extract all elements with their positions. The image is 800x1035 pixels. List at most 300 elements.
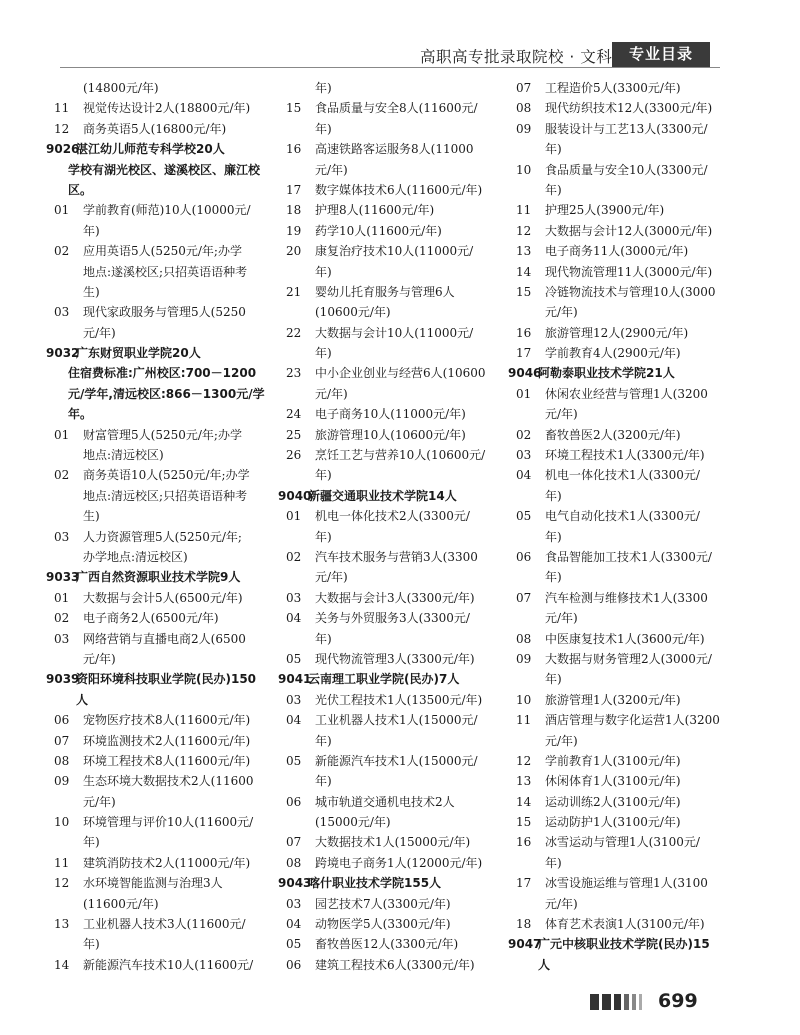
program-continuation <box>46 78 272 98</box>
program-code: 06 <box>54 713 70 728</box>
school-code: 9047 <box>508 937 542 952</box>
program-code: 14 <box>516 794 532 809</box>
school-heading <box>46 139 272 159</box>
program-code: 04 <box>286 917 302 932</box>
program-entry <box>46 608 272 628</box>
continuation-text: 年) <box>545 855 562 870</box>
program-code: 11 <box>54 855 70 870</box>
continuation-text: 年) <box>545 529 562 544</box>
school-note <box>46 363 272 383</box>
program-code: 01 <box>516 386 532 401</box>
program-continuation <box>46 282 272 302</box>
program-entry <box>508 832 722 852</box>
program-text: 环境工程技术8人(11600元/年) <box>83 753 251 768</box>
program-entry <box>508 323 722 343</box>
continuation-text: (15000元/年) <box>315 815 391 830</box>
program-code: 08 <box>516 631 532 646</box>
program-code: 13 <box>516 774 532 789</box>
program-text: 数字媒体技术6人(11600元/年) <box>315 182 483 197</box>
school-note-text: 住宿费标准:广州校区:700－1200 <box>68 366 257 381</box>
school-note-text: 学校有湖光校区、遂溪校区、廉江校 <box>68 162 261 177</box>
continuation-text: 年) <box>315 774 332 789</box>
program-text: 园艺技术7人(3300元/年) <box>315 896 451 911</box>
program-text: 冰雪设施运维与管理1人(3100 <box>545 876 708 891</box>
school-heading <box>508 363 722 383</box>
program-text: 大数据技术1人(15000元/年) <box>315 835 471 850</box>
program-entry <box>508 771 722 791</box>
continuation-text: 年) <box>545 570 562 585</box>
continuation-text: (11600元/年) <box>83 896 159 911</box>
program-entry <box>46 425 272 445</box>
school-note-text: 区。 <box>68 182 93 197</box>
program-text: 工程造价5人(3300元/年) <box>545 81 681 95</box>
program-code: 05 <box>286 753 302 768</box>
program-entry <box>508 792 722 812</box>
program-text: 电子商务10人(11000元/年) <box>315 407 466 422</box>
program-text: 现代物流管理11人(3000元/年) <box>545 264 713 279</box>
program-code: 16 <box>286 142 302 157</box>
program-code: 10 <box>516 692 532 707</box>
program-continuation <box>508 486 722 506</box>
continuation-text: 年) <box>315 468 332 483</box>
program-entry <box>508 425 722 445</box>
program-entry <box>46 588 272 608</box>
program-text: 宠物医疗技术8人(11600元/年) <box>83 713 251 728</box>
program-text: 学前教育4人(2900元/年) <box>545 346 681 361</box>
program-code: 13 <box>54 917 70 932</box>
program-continuation <box>278 384 502 404</box>
program-code: 19 <box>286 223 302 238</box>
program-text: 机电一体化技术1人(3300元/ <box>545 468 700 483</box>
continuation-text: 元/年) <box>315 386 348 401</box>
program-code: 17 <box>516 346 532 361</box>
program-code: 12 <box>516 753 532 768</box>
program-code: 16 <box>516 835 532 850</box>
school-heading <box>278 486 502 506</box>
program-text: 学前教育1人(3100元/年) <box>545 753 681 768</box>
program-continuation <box>46 445 272 465</box>
program-continuation <box>278 343 502 363</box>
school-name: 广东财贸职业学院20人 <box>76 346 201 361</box>
program-entry <box>508 547 722 567</box>
program-text: 环境工程技术1人(3300元/年) <box>545 448 705 463</box>
program-code: 08 <box>516 101 532 116</box>
continuation-text: 年) <box>315 346 332 361</box>
program-text: 城市轨道交通机电技术2人 <box>315 794 455 809</box>
program-text: 光伏工程技术1人(13500元/年) <box>315 692 483 707</box>
program-code: 21 <box>286 284 302 299</box>
program-entry <box>508 690 722 710</box>
program-code: 02 <box>54 468 70 483</box>
program-text: 跨境电子商务1人(12000元/年) <box>315 855 483 870</box>
program-text: 网络营销与直播电商2人(6500 <box>83 631 246 646</box>
program-text: 旅游管理12人(2900元/年) <box>545 325 689 340</box>
program-code: 13 <box>516 244 532 259</box>
program-code: 10 <box>54 815 70 830</box>
program-code: 06 <box>286 794 302 809</box>
program-continuation <box>46 792 272 812</box>
program-continuation <box>278 465 502 485</box>
program-text: 电子商务11人(3000元/年) <box>545 244 689 259</box>
school-name: 资阳环境科技职业学院(民办)150 <box>76 672 257 687</box>
program-entry <box>278 221 502 241</box>
program-text: 畜牧兽医12人(3300元/年) <box>315 937 459 952</box>
program-entry <box>278 894 502 914</box>
program-code: 09 <box>54 774 70 789</box>
program-entry <box>278 934 502 954</box>
school-code: 9026 <box>46 142 80 157</box>
program-continuation <box>508 180 722 200</box>
continuation-text: 年) <box>545 142 562 157</box>
program-entry <box>278 547 502 567</box>
program-text: 中医康复技术1人(3600元/年) <box>545 631 705 646</box>
program-entry <box>46 241 272 261</box>
program-entry <box>46 119 272 139</box>
school-heading <box>46 343 272 363</box>
program-entry <box>508 914 722 934</box>
program-code: 05 <box>286 651 302 666</box>
continuation-text: 年) <box>315 529 332 544</box>
continuation-text: 年) <box>315 264 332 279</box>
school-note <box>46 160 272 180</box>
school-heading <box>508 934 722 954</box>
program-entry <box>508 160 722 180</box>
school-code: 9033 <box>46 570 80 585</box>
running-title: 高职高专批录取院校 · 文科 <box>420 48 613 66</box>
program-entry <box>278 588 502 608</box>
program-text: 水环境智能监测与治理3人 <box>83 876 223 891</box>
program-entry <box>508 873 722 893</box>
program-text: 食品智能加工技术1人(3300元/ <box>545 549 712 564</box>
program-entry <box>46 465 272 485</box>
program-code: 15 <box>516 815 532 830</box>
continuation-text: 元/年) <box>545 733 578 748</box>
continuation-text: 年) <box>545 672 562 687</box>
program-code: 22 <box>286 325 302 340</box>
school-code: 9041 <box>278 672 312 687</box>
program-code: 07 <box>54 733 70 748</box>
program-continuation <box>508 404 722 424</box>
program-entry <box>46 527 272 547</box>
program-continuation <box>508 139 722 159</box>
program-text: 婴幼儿托育服务与管理6人 <box>315 284 455 299</box>
continuation-text: 地点:清远校区) <box>83 448 164 463</box>
program-text: 高速铁路客运服务8人(11000 <box>315 142 474 157</box>
program-code: 01 <box>54 427 70 442</box>
program-entry <box>508 812 722 832</box>
program-code: 04 <box>286 611 302 626</box>
school-name: 喀什职业技术学院155人 <box>308 876 442 891</box>
school-note <box>46 180 272 200</box>
program-code: 01 <box>286 509 302 524</box>
program-entry <box>508 710 722 730</box>
continuation-text: (14800元/年) <box>83 81 159 95</box>
program-code: 05 <box>516 509 532 524</box>
program-continuation <box>508 853 722 873</box>
school-name: 云南理工职业学院(民办)7人 <box>308 672 460 687</box>
program-entry <box>278 649 502 669</box>
program-entry <box>508 78 722 98</box>
program-entry <box>278 608 502 628</box>
program-code: 07 <box>516 590 532 605</box>
program-text: 旅游管理10人(10600元/年) <box>315 427 466 442</box>
program-code: 26 <box>286 448 302 463</box>
continuation-text: 年) <box>545 182 562 197</box>
program-text: 大数据与会计5人(6500元/年) <box>83 590 243 605</box>
program-entry <box>508 343 722 363</box>
program-entry <box>508 629 722 649</box>
program-code: 20 <box>286 244 302 259</box>
program-code: 09 <box>516 651 532 666</box>
program-code: 06 <box>286 957 302 972</box>
program-entry <box>508 588 722 608</box>
program-entry <box>46 873 272 893</box>
school-code: 9039 <box>46 672 80 687</box>
program-text: 环境管理与评价10人(11600元/ <box>83 815 254 830</box>
program-entry <box>278 832 502 852</box>
program-continuation <box>278 527 502 547</box>
program-code: 14 <box>54 957 70 972</box>
school-code: 9040 <box>278 488 312 503</box>
program-entry <box>508 384 722 404</box>
program-code: 04 <box>516 468 532 483</box>
page-header <box>420 42 720 68</box>
program-entry <box>278 710 502 730</box>
program-continuation <box>508 731 722 751</box>
program-code: 02 <box>286 549 302 564</box>
program-entry <box>508 98 722 118</box>
program-entry <box>278 792 502 812</box>
continuation-text: 年) <box>315 121 332 136</box>
program-code: 11 <box>516 713 532 728</box>
program-entry <box>278 751 502 771</box>
program-text: 关务与外贸服务3人(3300元/ <box>315 611 470 626</box>
continuation-text: 年) <box>315 81 332 95</box>
continuation-text: 年) <box>315 733 332 748</box>
program-entry <box>508 751 722 771</box>
continuation-text: (10600元/年) <box>315 305 391 320</box>
program-continuation <box>508 527 722 547</box>
continuation-text: 生) <box>83 509 100 524</box>
program-text: 烹饪工艺与营养10人(10600元/ <box>315 448 486 463</box>
program-code: 03 <box>286 692 302 707</box>
program-text: 现代纺织技术12人(3300元/年) <box>545 101 713 116</box>
program-entry <box>278 425 502 445</box>
column-2 <box>278 78 502 975</box>
program-entry <box>46 731 272 751</box>
program-text: 冰雪运动与管理1人(3100元/ <box>545 835 700 850</box>
program-continuation <box>46 221 272 241</box>
continuation-text: 元/年) <box>545 896 578 911</box>
program-text: 体育艺术表演1人(3100元/年) <box>545 917 705 932</box>
continuation-text: 元/年) <box>545 611 578 626</box>
program-entry <box>46 812 272 832</box>
program-code: 02 <box>54 611 70 626</box>
continuation-text: 元/年) <box>545 407 578 422</box>
program-continuation <box>508 669 722 689</box>
school-name: 广西自然资源职业技术学院9人 <box>76 570 241 585</box>
program-code: 11 <box>516 203 532 218</box>
program-entry <box>46 955 272 975</box>
program-text: 畜牧兽医2人(3200元/年) <box>545 427 681 442</box>
program-text: 旅游管理1人(3200元/年) <box>545 692 681 707</box>
continuation-text: 年) <box>83 835 100 850</box>
program-text: 机电一体化技术2人(3300元/ <box>315 509 470 524</box>
program-continuation <box>278 160 502 180</box>
program-text: 运动防护1人(3100元/年) <box>545 815 681 830</box>
program-entry <box>46 200 272 220</box>
program-code: 17 <box>286 182 302 197</box>
program-entry <box>46 710 272 730</box>
program-entry <box>508 445 722 465</box>
program-code: 24 <box>286 407 302 422</box>
program-text: 学前教育(师范)10人(10000元/ <box>83 203 251 218</box>
program-entry <box>278 363 502 383</box>
program-code: 16 <box>516 325 532 340</box>
program-text: 工业机器人技术3人(11600元/ <box>83 917 246 932</box>
program-entry <box>46 302 272 322</box>
section-tab: 专业目录 <box>612 42 710 67</box>
program-code: 25 <box>286 427 302 442</box>
program-continuation <box>46 262 272 282</box>
program-text: 电子商务2人(6500元/年) <box>83 611 219 626</box>
program-entry <box>46 771 272 791</box>
program-text: 建筑工程技术6人(3300元/年) <box>315 957 475 972</box>
program-entry <box>508 465 722 485</box>
program-code: 03 <box>286 896 302 911</box>
program-text: 大数据与会计3人(3300元/年) <box>315 590 475 605</box>
program-code: 08 <box>286 855 302 870</box>
program-entry <box>508 241 722 261</box>
program-code: 03 <box>286 590 302 605</box>
program-text: 食品质量与安全10人(3300元/ <box>545 162 708 177</box>
continuation-text: 元/年) <box>83 651 116 666</box>
school-name-continuation: 人 <box>76 692 89 707</box>
continuation-text: 年) <box>545 488 562 503</box>
program-entry <box>278 139 502 159</box>
program-entry <box>508 119 722 139</box>
school-code: 9043 <box>278 876 312 891</box>
program-continuation <box>278 302 502 322</box>
program-continuation <box>46 323 272 343</box>
program-text: 新能源汽车技术1人(15000元/ <box>315 753 478 768</box>
continuation-text: 年) <box>315 631 332 646</box>
program-text: 康复治疗技术10人(11000元/ <box>315 244 474 259</box>
program-text: 工业机器人技术1人(15000元/ <box>315 713 478 728</box>
program-text: 药学10人(11600元/年) <box>315 223 442 238</box>
program-code: 23 <box>286 366 302 381</box>
program-entry <box>278 404 502 424</box>
school-note <box>46 384 272 404</box>
continuation-text: 办学地点:清远校区) <box>83 549 188 564</box>
program-entry <box>508 282 722 302</box>
program-entry <box>278 914 502 934</box>
program-code: 11 <box>54 101 70 116</box>
program-entry <box>508 506 722 526</box>
continuation-text: 元/年) <box>315 162 348 177</box>
program-text: 动物医学5人(3300元/年) <box>315 917 451 932</box>
program-continuation <box>508 608 722 628</box>
continuation-text: 元/年) <box>315 570 348 585</box>
program-code: 03 <box>54 305 70 320</box>
program-code: 09 <box>516 121 532 136</box>
program-code: 01 <box>54 203 70 218</box>
program-code: 17 <box>516 876 532 891</box>
program-text: 运动训练2人(3100元/年) <box>545 794 681 809</box>
program-entry <box>46 914 272 934</box>
program-text: 电气自动化技术1人(3300元/ <box>545 509 700 524</box>
program-continuation <box>46 832 272 852</box>
program-code: 10 <box>516 162 532 177</box>
program-text: 财富管理5人(5250元/年;办学 <box>83 427 242 442</box>
program-entry <box>278 690 502 710</box>
program-continuation <box>278 567 502 587</box>
program-code: 03 <box>54 631 70 646</box>
program-entry <box>508 200 722 220</box>
program-entry <box>278 506 502 526</box>
school-heading-continuation <box>46 690 272 710</box>
program-code: 03 <box>54 529 70 544</box>
program-code: 12 <box>516 223 532 238</box>
program-text: 新能源汽车技术10人(11600元/ <box>83 957 254 972</box>
header-rule <box>60 67 720 68</box>
program-text: 商务英语10人(5250元/年;办学 <box>83 468 250 483</box>
program-text: 护理25人(3900元/年) <box>545 203 665 218</box>
program-text: 应用英语5人(5250元/年;办学 <box>83 244 242 259</box>
program-text: 服装设计与工艺13人(3300元/ <box>545 121 708 136</box>
program-continuation <box>46 649 272 669</box>
program-continuation <box>508 302 722 322</box>
program-text: 中小企业创业与经营6人(10600 <box>315 366 486 381</box>
program-text: 大数据与会计10人(11000元/ <box>315 325 474 340</box>
program-text: 建筑消防技术2人(11000元/年) <box>83 855 251 870</box>
program-entry <box>278 323 502 343</box>
page-number: 699 <box>658 990 698 1012</box>
continuation-text: 元/年) <box>83 325 116 340</box>
program-text: 现代家政服务与管理5人(5250 <box>83 305 246 320</box>
program-code: 12 <box>54 121 70 136</box>
program-continuation <box>508 567 722 587</box>
program-code: 02 <box>516 427 532 442</box>
program-text: 汽车技术服务与营销3人(3300 <box>315 549 478 564</box>
program-code: 07 <box>286 835 302 850</box>
program-text: 生态环境大数据技术2人(11600 <box>83 774 254 789</box>
program-code: 15 <box>286 101 302 116</box>
program-continuation <box>278 771 502 791</box>
program-entry <box>46 98 272 118</box>
program-code: 07 <box>516 81 532 95</box>
school-heading <box>278 873 502 893</box>
school-heading <box>278 669 502 689</box>
program-continuation <box>46 894 272 914</box>
program-continuation <box>46 547 272 567</box>
program-continuation <box>46 486 272 506</box>
school-note-text: 年。 <box>68 407 93 422</box>
program-text: 视觉传达设计2人(18800元/年) <box>83 101 251 116</box>
program-code: 18 <box>286 203 302 218</box>
program-text: 食品质量与安全8人(11600元/ <box>315 101 478 116</box>
program-entry <box>508 649 722 669</box>
continuation-text: 元/年) <box>83 794 116 809</box>
program-text: 环境监测技术2人(11600元/年) <box>83 733 251 748</box>
program-code: 08 <box>54 753 70 768</box>
program-continuation <box>508 894 722 914</box>
program-code: 03 <box>516 448 532 463</box>
program-entry <box>278 853 502 873</box>
school-name: 新疆交通职业技术学院14人 <box>308 488 457 503</box>
program-continuation <box>278 812 502 832</box>
continuation-text: 年) <box>83 223 100 238</box>
